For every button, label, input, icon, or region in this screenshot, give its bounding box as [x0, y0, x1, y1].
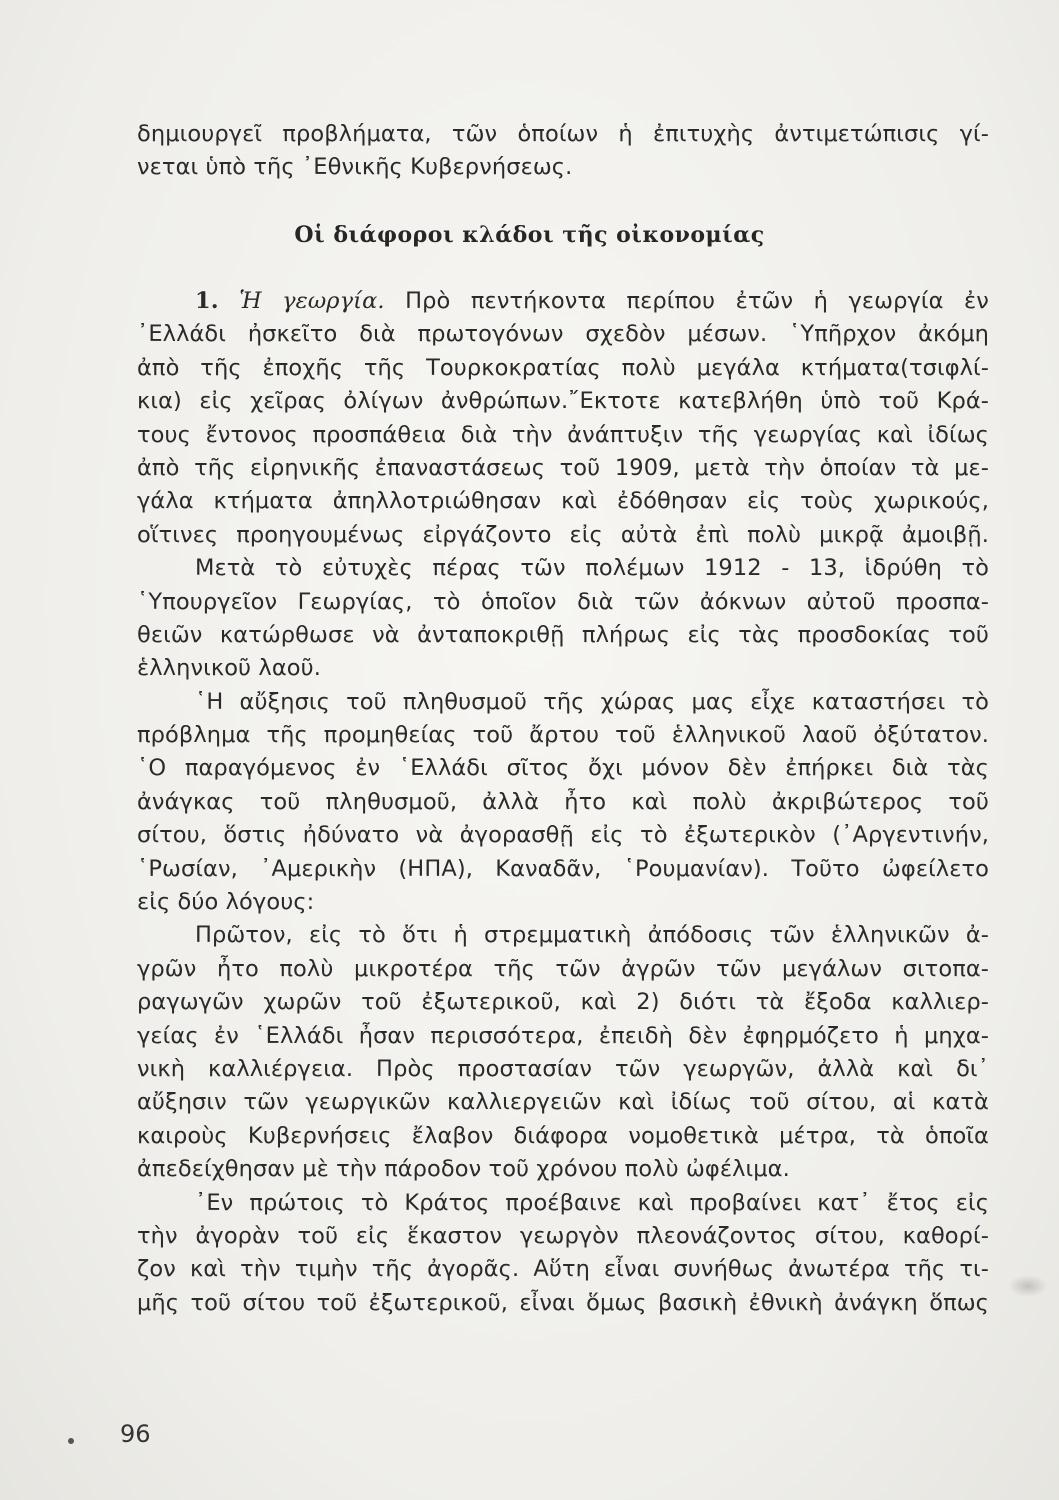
text-fragment: Πρὸ πεντήκοντα περίπου ἐτῶν ἡ γεωργία ἐν [405, 288, 989, 314]
text-line: γάλα κτήματα ἀπηλλοτριώθησαν καὶ ἐδόθησαν εἰς τοὺς χωρικούς, [137, 488, 989, 515]
text-line: δημιουργεῖ προβλήματα, τῶν ὁποίων ἡ ἐπιτυχὴς ἀντιμετώπισις γί- [137, 121, 989, 147]
text-line: σίτου, ὅστις ἠδύνατο νὰ ἀγορασθῇ εἰς τὸ ἐξωτερικὸν (᾿Αργεντινήν, [137, 822, 989, 849]
text-line: αὔξησιν τῶν γεωργικῶν καλλιεργειῶν καὶ ἰδίως τοῦ σίτου, αἱ κατὰ [137, 1089, 989, 1116]
text-line: ῾Ο παραγόμενος ἐν ῾Ελλάδι σῖτος ὄχι μόνον δὲν ἐπήρκει διὰ τὰς [137, 755, 989, 782]
text-line: ᾿Ελλάδι ἠσκεῖτο διὰ πρωτογόνων σχεδὸν μέσων. ῾Υπῆρχον ἀκόμη [137, 321, 989, 348]
text-line: κια) εἰς χεῖρας ὀλίγων ἀνθρώπων.῎Εκτοτε κατεβλήθη ὑπὸ τοῦ Κρά- [137, 388, 989, 415]
text-line: ἑλληνικοῦ λαοῦ. [137, 655, 322, 682]
text-line: τους ἔντονος προσπάθεια διὰ τὴν ἀνάπτυξιν τῆς γεωργίας καὶ ἰδίως [137, 421, 989, 448]
text-line: τὴν ἀγορὰν τοῦ εἰς ἕκαστον γεωργὸν πλεονάζοντος σίτου, καθορί- [137, 1222, 989, 1249]
text-line: θειῶν κατώρθωσε νὰ ἀνταποκριθῇ πλήρως εἰς τὰς προσδοκίας τοῦ [137, 621, 989, 648]
text-line: ἀπὸ τῆς εἰρηνικῆς ἐπαναστάσεως τοῦ 1909, μετὰ τὴν ὁποίαν τὰ με- [137, 454, 989, 481]
text-line: γρῶν ἦτο πολὺ μικροτέρα τῆς τῶν ἀγρῶν τῶν μεγάλων σιτοπα- [137, 955, 989, 982]
ink-dot [68, 1438, 74, 1444]
text-line: γείας ἐν ῾Ελλάδι ἦσαν περισσότερα, ἐπειδὴ δὲν ἐφηρμόζετο ἡ μηχα- [137, 1022, 989, 1049]
text-line: ῾Ρωσίαν, ᾿Αμερικὴν (ΗΠΑ), Καναδᾶν, ῾Ρουμανίαν). Τοῦτο ὠφείλετο [137, 855, 989, 882]
text-line: ῾Υπουργεῖον Γεωργίας, τὸ ὁποῖον διὰ τῶν ἀόκνων αὐτοῦ προσπα- [137, 588, 989, 615]
text-line: ραγωγῶν χωρῶν τοῦ ἐξωτερικοῦ, καὶ 2) διότι τὰ ἔξοδα καλλιερ- [137, 989, 989, 1016]
text-line: ἀπεδείχθησαν μὲ τὴν πάροδον τοῦ χρόνου πολὺ ὠφέλιμα. [137, 1156, 790, 1183]
text-line: μῆς τοῦ σίτου τοῦ ἐξωτερικοῦ, εἶναι ὅμως βασικὴ ἐθνικὴ ἀνάγκη ὅπως [137, 1289, 989, 1316]
text-line: οἵτινες προηγουμένως εἰργάζοντο εἰς αὐτὰ ἐπὶ πολὺ μικρᾷ ἀμοιβῇ. [137, 521, 989, 548]
text-line: Πρῶτον, εἰς τὸ ὅτι ἡ στρεμματικὴ ἀπόδοσις τῶν ἑλληνικῶν ἀ- [195, 922, 989, 949]
ink-smudge [1008, 1275, 1048, 1297]
text-line: ζον καὶ τὴν τιμὴν τῆς ἀγορᾶς. Αὕτη εἶναι συνήθως ἀνωτέρα τῆς τι- [137, 1256, 989, 1283]
text-line: Μετὰ τὸ εὐτυχὲς πέρας τῶν πολέμων 1912 - 13, ἱδρύθη τὸ [195, 555, 989, 582]
text-line: ἀνάγκας τοῦ πληθυσμοῦ, ἀλλὰ ἦτο καὶ πολὺ ἀκριβώτερος τοῦ [137, 788, 989, 815]
text-line: καιροὺς Κυβερνήσεις ἔλαβον διάφορα νομοθετικὰ μέτρα, τὰ ὁποῖα [137, 1122, 989, 1149]
text-line: ῾Η αὔξησις τοῦ πληθυσμοῦ τῆς χώρας μας εἶχε καταστήσει τὸ [195, 688, 989, 715]
section-first-line [137, 285, 989, 318]
intro-paragraph [137, 118, 989, 185]
text-line: ἀπὸ τῆς ἐποχῆς τῆς Τουρκοκρατίας πολὺ μεγάλα κτήματα(τσιφλί- [137, 354, 989, 381]
text-line: νικὴ καλλιέργεια. Πρὸς προστασίαν τῶν γεωργῶν, ἀλλὰ καὶ δι᾿ [137, 1055, 989, 1082]
text-line: νεται ὑπὸ τῆς ᾿Εθνικῆς Κυβερνήσεως. [137, 154, 573, 181]
page-number: 96 [120, 1420, 151, 1448]
section-number: 1. [195, 288, 219, 314]
body-text [137, 285, 989, 1320]
text-line: ᾿Εν πρώτοις τὸ Κράτος προέβαινε καὶ προβαίνει κατ᾿ ἔτος εἰς [195, 1189, 989, 1216]
section-heading: Οἱ διάφοροι κλάδοι τῆς οἰκονομίας [294, 222, 765, 248]
section-title: Ἡ γεωργία. [239, 288, 385, 314]
text-line: εἰς δύο λόγους: [137, 889, 315, 916]
text-line: πρόβλημα τῆς προμηθείας τοῦ ἄρτου τοῦ ἑλληνικοῦ λαοῦ ὀξύτατον. [137, 722, 989, 749]
